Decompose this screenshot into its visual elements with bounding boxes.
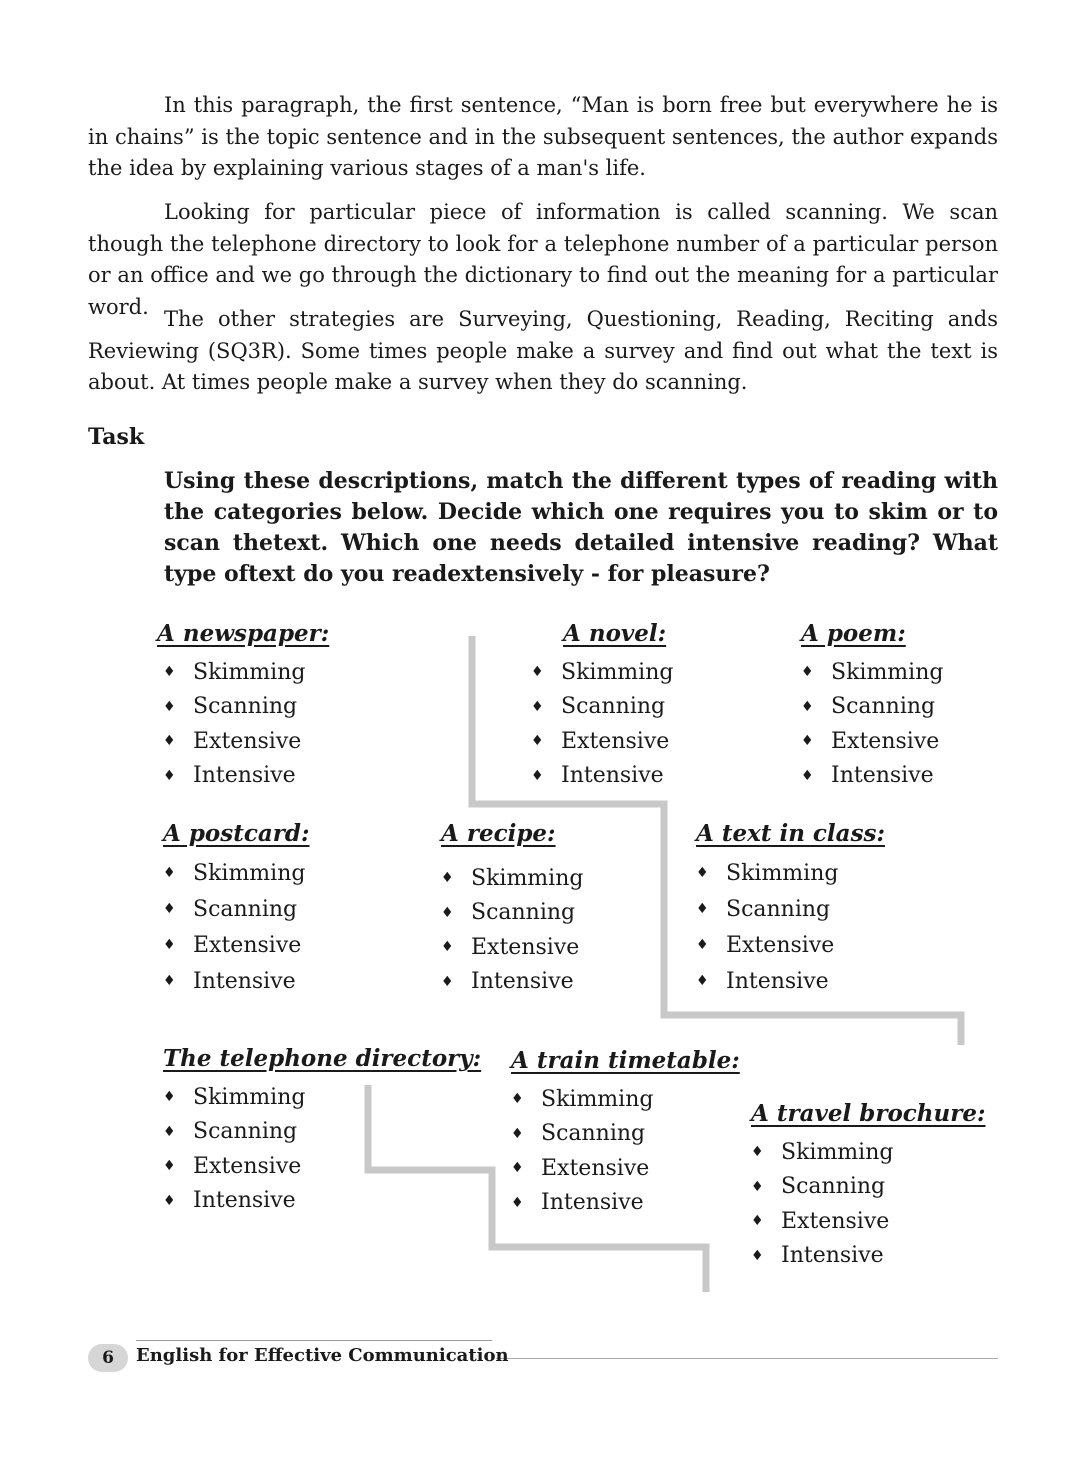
option-item: ♦ Extensive bbox=[163, 728, 302, 754]
option-item: ♦ Scanning bbox=[441, 900, 576, 926]
option-item: ♦ Intensive bbox=[531, 763, 664, 789]
diamond-bullet-icon: ♦ bbox=[441, 904, 454, 921]
diamond-bullet-icon: ♦ bbox=[511, 1160, 524, 1177]
option-item: ♦ Scanning bbox=[163, 896, 298, 922]
diamond-bullet-icon: ♦ bbox=[531, 767, 544, 784]
diamond-bullet-icon: ♦ bbox=[441, 939, 454, 956]
diamond-bullet-icon: ♦ bbox=[696, 865, 709, 881]
group-postcard bbox=[157, 820, 309, 999]
option-item: ♦ Scanning bbox=[696, 896, 831, 922]
group-novel bbox=[525, 620, 673, 793]
option-item: ♦ Intensive bbox=[511, 1190, 644, 1216]
group-poem bbox=[795, 620, 943, 793]
group-title: The telephone directory: bbox=[163, 1045, 482, 1072]
option-item: ♦ Extensive bbox=[751, 1208, 890, 1234]
paragraph-2: Looking for particular piece of information is called scanning. We scan though the telephone directory to look for a telephone number of a particular person or an office and we go through the dictionary to find out the meaning for a particular word. bbox=[88, 200, 998, 319]
option-item: ♦ Skimming bbox=[441, 865, 584, 891]
diamond-bullet-icon: ♦ bbox=[801, 733, 814, 750]
group-title: A train timetable: bbox=[511, 1047, 740, 1074]
option-item: ♦ Intensive bbox=[441, 969, 574, 995]
diamond-bullet-icon: ♦ bbox=[751, 1144, 764, 1161]
option-item: ♦ Intensive bbox=[696, 968, 829, 994]
task-instructions: Using these descriptions, match the different types of reading with the categories below. Decide which one requires you to skim or to scan thetext. Which one needs detailed intensive reading? What type oftext do you readextensively - for pleasure? bbox=[164, 468, 998, 587]
option-item: ♦ Scanning bbox=[751, 1174, 886, 1200]
diamond-bullet-icon: ♦ bbox=[163, 1089, 176, 1106]
paragraph-3: The other strategies are Surveying, Questioning, Reading, Reciting ands Reviewing (SQ3R). Some times people make a survey and find out what the text is about. At times people make a survey when they do scanning. bbox=[88, 307, 998, 394]
diamond-bullet-icon: ♦ bbox=[531, 733, 544, 750]
diamond-bullet-icon: ♦ bbox=[696, 901, 709, 917]
diamond-bullet-icon: ♦ bbox=[531, 664, 544, 681]
option-item: ♦ Scanning bbox=[163, 1119, 298, 1145]
group-title: A novel: bbox=[563, 620, 667, 647]
diamond-bullet-icon: ♦ bbox=[441, 973, 454, 990]
option-item: ♦ Skimming bbox=[511, 1086, 654, 1112]
page-number: 6 bbox=[88, 1344, 128, 1372]
diamond-bullet-icon: ♦ bbox=[163, 973, 176, 989]
option-item: ♦ Intensive bbox=[163, 968, 296, 994]
option-item: ♦ Intensive bbox=[751, 1243, 884, 1269]
diamond-bullet-icon: ♦ bbox=[511, 1125, 524, 1142]
option-item: ♦ Extensive bbox=[441, 934, 580, 960]
group-title: A poem: bbox=[801, 620, 906, 647]
option-item: ♦ Extensive bbox=[511, 1155, 650, 1181]
diamond-bullet-icon: ♦ bbox=[511, 1194, 524, 1211]
option-item: ♦ Skimming bbox=[801, 659, 944, 685]
option-item: ♦ Intensive bbox=[163, 1188, 296, 1214]
diamond-bullet-icon: ♦ bbox=[163, 1123, 176, 1140]
option-item: ♦ Extensive bbox=[696, 932, 835, 958]
group-title: A newspaper: bbox=[157, 620, 330, 647]
diamond-bullet-icon: ♦ bbox=[696, 973, 709, 989]
diamond-bullet-icon: ♦ bbox=[696, 937, 709, 953]
option-item: ♦ Scanning bbox=[531, 694, 666, 720]
option-item: ♦ Skimming bbox=[163, 860, 306, 886]
diamond-bullet-icon: ♦ bbox=[163, 937, 176, 953]
diamond-bullet-icon: ♦ bbox=[163, 698, 176, 715]
diamond-bullet-icon: ♦ bbox=[801, 767, 814, 784]
option-item: ♦ Scanning bbox=[801, 694, 936, 720]
option-item: ♦ Skimming bbox=[163, 659, 306, 685]
diamond-bullet-icon: ♦ bbox=[163, 1158, 176, 1175]
paragraph-1: In this paragraph, the first sentence, “Man is born free but everywhere he is in chains” is the topic sentence and in the subsequent sentences, the author expands the idea by explaining various stages of a man's life. bbox=[88, 93, 998, 180]
group-text-in-class bbox=[690, 820, 885, 999]
diamond-bullet-icon: ♦ bbox=[163, 733, 176, 750]
option-item: ♦ Skimming bbox=[163, 1084, 306, 1110]
book-title: English for Effective Communication bbox=[136, 1345, 509, 1366]
option-item: ♦ Extensive bbox=[163, 932, 302, 958]
option-item: ♦ Extensive bbox=[801, 728, 940, 754]
diamond-bullet-icon: ♦ bbox=[751, 1213, 764, 1230]
group-travel-brochure bbox=[745, 1100, 985, 1273]
footer-rule bbox=[496, 1358, 998, 1359]
diamond-bullet-icon: ♦ bbox=[801, 698, 814, 715]
diamond-bullet-icon: ♦ bbox=[801, 664, 814, 681]
diamond-bullet-icon: ♦ bbox=[751, 1247, 764, 1264]
option-item: ♦ Scanning bbox=[163, 694, 298, 720]
option-item: ♦ Skimming bbox=[696, 860, 839, 886]
diamond-bullet-icon: ♦ bbox=[163, 1192, 176, 1209]
diamond-bullet-icon: ♦ bbox=[163, 901, 176, 917]
group-title: A recipe: bbox=[441, 820, 556, 847]
diamond-bullet-icon: ♦ bbox=[531, 698, 544, 715]
diamond-bullet-icon: ♦ bbox=[163, 767, 176, 784]
option-item: ♦ Extensive bbox=[531, 728, 670, 754]
diamond-bullet-icon: ♦ bbox=[441, 870, 454, 887]
option-item: ♦ Extensive bbox=[163, 1153, 302, 1179]
group-title: A travel brochure: bbox=[751, 1100, 986, 1127]
group-telephone-directory bbox=[157, 1045, 481, 1218]
group-title: A postcard: bbox=[163, 820, 310, 847]
group-recipe bbox=[435, 820, 583, 999]
diamond-bullet-icon: ♦ bbox=[163, 664, 176, 681]
task-heading: Task bbox=[88, 424, 145, 450]
page-footer bbox=[88, 1340, 998, 1376]
group-train-timetable bbox=[505, 1047, 740, 1220]
group-title: A text in class: bbox=[696, 820, 885, 847]
option-item: ♦ Intensive bbox=[163, 763, 296, 789]
option-item: ♦ Intensive bbox=[801, 763, 934, 789]
footer-rule bbox=[136, 1340, 492, 1341]
diamond-bullet-icon: ♦ bbox=[163, 865, 176, 881]
diamond-bullet-icon: ♦ bbox=[511, 1091, 524, 1108]
option-item: ♦ Skimming bbox=[751, 1139, 894, 1165]
group-newspaper bbox=[157, 620, 329, 793]
option-item: ♦ Skimming bbox=[531, 659, 674, 685]
option-item: ♦ Scanning bbox=[511, 1121, 646, 1147]
diamond-bullet-icon: ♦ bbox=[751, 1178, 764, 1195]
